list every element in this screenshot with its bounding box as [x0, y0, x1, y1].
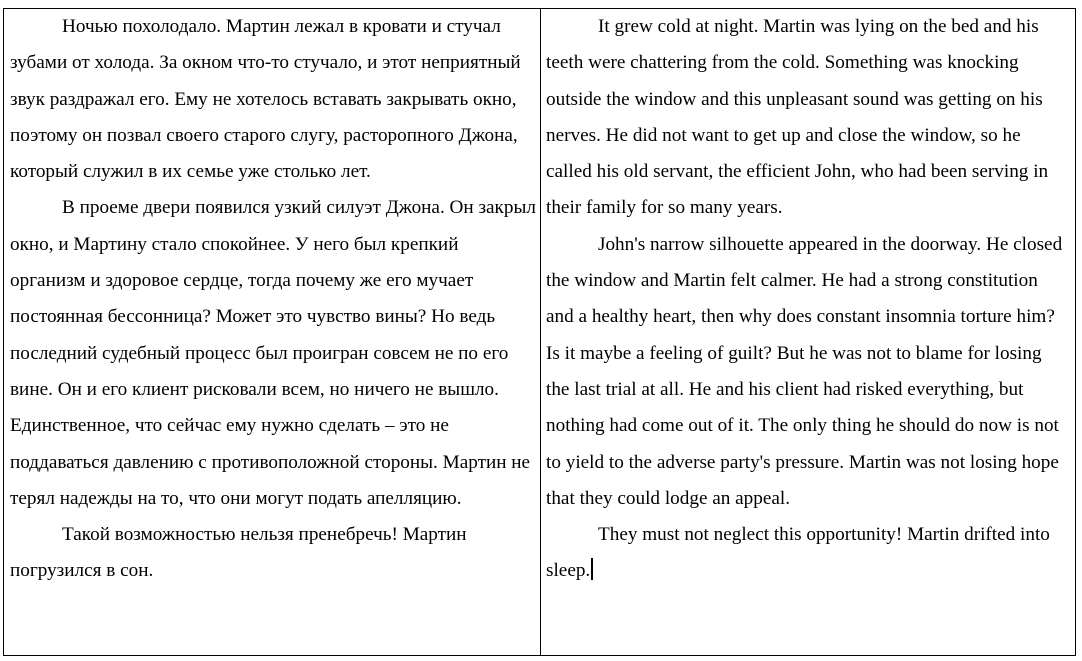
text-cursor: [591, 558, 593, 580]
russian-paragraph-1: Ночью похолодало. Мартин лежал в кровати и стучал зубами от холода. За окном что-то стучало, и этот неприятный звук раздражал его. Ему не хотелось вставать закрывать окно, поэтому он позвал своего старого слугу, расторопного Джона, который служил в их семье уже столько лет.: [10, 16, 521, 183]
english-paragraph-2: John's narrow silhouette appeared in the doorway. He closed the window and Martin felt calmer. He had a strong constitution and a healthy heart, then why does constant insomnia torture him? Is it maybe a feeling of guilt? But he was not to blame for losing the last trial at all. He and his client had risked everything, but nothing had come out of it. The only thing he should do now is not to yield to the adverse party's pressure. Martin was not losing hope that they could lodge an appeal.: [546, 233, 1063, 509]
english-paragraph-3: [546, 517, 1069, 590]
russian-text-cell[interactable]: [4, 9, 541, 655]
english-text-cell[interactable]: [541, 9, 1075, 655]
english-paragraph-1: It grew cold at night. Martin was lying on the bed and his teeth were chattering from the cold. Something was knocking outside the window and this unpleasant sound was getting on his nerves. He did not want to get up and close the window, so he called his old servant, the efficient John, who had been serving in their family for so many years.: [546, 16, 1049, 219]
russian-paragraph-2: В проеме двери появился узкий силуэт Джона. Он закрыл окно, и Мартину стало спокойнее. У него был крепкий организм и здоровое сердце, тогда почему же его мучает постоянная бессонница? Может это чувство вины? Но ведь последний судебный процесс был проигран совсем не по его вине. Он и его клиент рисковали всем, но ничего не вышло. Единственное, что сейчас ему нужно сделать – это не поддаваться давлению с противоположной стороны. Мартин не терял надежды на то, что они могут подать апелляцию.: [10, 197, 536, 509]
russian-paragraph-3: Такой возможностью нельзя пренебречь! Мартин погрузился в сон.: [10, 524, 467, 582]
translation-table: [3, 8, 1076, 656]
english-paragraph-3-text: They must not neglect this opportunity! Martin drifted into sleep.: [546, 524, 1050, 582]
